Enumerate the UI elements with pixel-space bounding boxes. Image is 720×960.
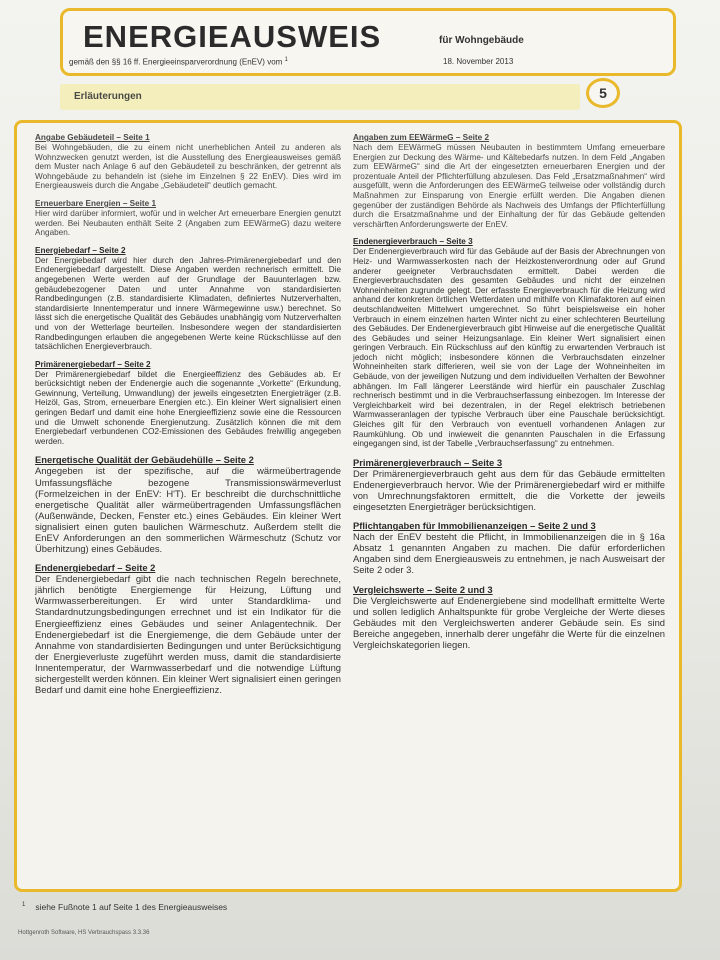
section-heading: Erneuerbare Energien – Seite 1: [35, 198, 157, 208]
section-body: Der Endenergiebedarf gibt die nach technischen Regeln berechnete, jährlich benötigte Energiemenge für Heizung, Lüftung und Warmwasserbereitungen. Er wird unter Standardklima- und Standardnutzungsbedingungen errechnet und ist ein Indikator für die Energieeffizienz eines Gebäudes und seiner Anlagentechnik. Der Endenergiebedarf ist die Energiemenge, die dem Gebäude unter der Annahme von standardisierten Bedingungen und unter Berücksichtigung der Energieverluste zugeführt werden muss, damit die standardisierte Innentemperatur, der Warmwasserbedarf und die notwendige Lüftung sichergestellt werden können. Ein kleiner Wert signalisiert einen geringen Bedarf und damit eine hohe Energieeffizienz.: [35, 573, 341, 696]
footnote-text: siehe Fußnote 1 auf Seite 1 des Energieausweises: [35, 902, 228, 912]
section-body: Der Primärenergieverbrauch geht aus dem für das Gebäude ermittelten Endenergieverbrauch hervor. Wie der Primärenergiebedarf wird er mithilfe von Umrechnungsfaktoren ermittelt, die die Vorkette der jeweils eingesetzten Energieträger berücksichtigen.: [353, 467, 665, 513]
section-energiebedarf: [35, 246, 341, 352]
section-vergleichswerte: [353, 584, 665, 650]
certificate-header: [60, 8, 676, 76]
section-body: Nach dem EEWärmeG müssen Neubauten in bestimmtem Umfang erneuerbare Energien zur Deckung des Wärme- und Kältebedarfs nutzen. In dem Feld „Angaben zum EEWärmeG“ sind die Art der eingesetzten erneuerbaren Energien und der prozentuale Anteil der Pflichterfüllung abzulesen. Das Feld „Ersatzmaßnahmen“ wird ausgefüllt, wenn die Anforderungen des EEWärmeG teilweise oder vollständig durch Maßnahmen zur Einsparung von Energie erfüllt werden. Die Angaben dienen gegenüber der zuständigen Behörde als Nachweis des Umfangs der Pflichterfüllung durch die Ersatzmaßnahme und der Einhaltung der für das Gebäude geltenden verschärften Anforderungswerte der EnEV.: [353, 143, 665, 229]
footnote-number: 1: [22, 902, 26, 909]
section-heading: Primärenergiebedarf – Seite 2: [35, 359, 151, 369]
section-heading: Primärenergieverbrauch – Seite 3: [353, 456, 503, 468]
section-body: Der Energiebedarf wird hier durch den Jahres-Primärenergiebedarf und den Endenergiebedarf dargestellt. Diese Angaben werden rechnerisch ermittelt. Die angegebenen Werte werden auf der Grundlage der Bauunterlagen bzw. gebäudebezogener Daten und unter Annahme von standardisierten Randbedingungen (z.B. standardisierte Klimadaten, definiertes Nutzerverhalten, standardisierte Innentemperatur und innere Wärmegewinne usw.) berechnet. So lässt sich die energetische Qualität des Gebäudes unabhängig vom Nutzerverhalten und von der Wetterlage beurteilen. Insbesondere wegen der standardisierten Randbedingungen erlauben die angegebenen Werte keine Rückschlüsse auf den tatsächlichen Energieverbrauch.: [35, 255, 341, 352]
section-body: Nach der EnEV besteht die Pflicht, in Immobilienanzeigen die in § 16a Absatz 1 genannten Angaben zu machen. Die dafür erforderlichen Angaben sind dem Energieausweis zu entnehmen, je nach Ausweisart der Seite 2 oder 3.: [353, 531, 665, 576]
footnote: [22, 902, 227, 912]
footnote-mark: 1: [284, 57, 288, 63]
section-bar: [60, 84, 580, 110]
page-number-badge: 5: [586, 78, 620, 108]
document-subtitle: für Wohngebäude: [439, 35, 524, 46]
section-gebaeudehuelle: [35, 454, 341, 554]
right-column: [353, 133, 665, 658]
section-heading: Angabe Gebäudeteil – Seite 1: [35, 133, 150, 142]
section-body: Die Vergleichswerte auf Endenergiebene sind modellhaft ermittelte Werte und sollen lediglich Anhaltspunkte für grobe Vergleiche der Werte dieses Gebäudes mit den Vergleichswerten anderer Gebäude sein. Es sind Bereiche angegeben, innerhalb derer ungefähr die Werte für die einzelnen Vergleichskategorien liegen.: [353, 594, 665, 650]
explanations-panel: [14, 120, 682, 892]
section-heading: Angaben zum EEWärmeG – Seite 2: [353, 133, 490, 142]
section-title: Erläuterungen: [74, 91, 142, 102]
section-heading: Pflichtangaben für Immobilienanzeigen – Seite 2 und 3: [353, 520, 596, 532]
software-credit: Hottgenroth Software, HS Verbrauchspass 3.3.36: [18, 930, 150, 936]
section-body: Der Primärenergiebedarf bildet die Energieeffizienz des Gebäudes ab. Er berücksichtigt neben der Endenergie auch die sogenannte „Vorkette“ (Erkundung, Gewinnung, Verteilung, Umwandlung) der jeweils eingesetzten Energieträger (z.B. Heizöl, Gas, Strom, erneuerbare Energien etc.). Ein kleiner Wert signalisiert einen geringen Bedarf und damit eine hohe Energieeffizienz sowie eine die Ressourcen und die Umwelt schonende Energienutzung. Zusätzlich können die mit dem Energiebedarf verbundenen CO2-Emissionen des Gebäudes freiwillig angegeben werden.: [35, 369, 341, 446]
section-heading: Energetische Qualität der Gebäudehülle – Seite 2: [35, 454, 254, 466]
section-primaerenergiebedarf: [35, 360, 341, 447]
section-pflichtangaben: [353, 520, 665, 575]
section-erneuerbare-energien: [35, 199, 341, 238]
document-title: ENERGIEAUSWEIS: [83, 19, 382, 54]
section-primaerenergieverbrauch: [353, 457, 665, 512]
section-endenergiebedarf: [35, 562, 341, 695]
section-endenergieverbrauch: [353, 237, 665, 448]
section-heading: Endenergieverbrauch – Seite 3: [353, 237, 473, 247]
section-heading: Endenergiebedarf – Seite 2: [35, 562, 156, 574]
section-body: Hier wird darüber informiert, wofür und in welcher Art erneuerbare Energien genutzt werden. Bei Neubauten enthält Seite 2 (Angaben zum EEWärmeG) dazu weitere Angaben.: [35, 208, 341, 238]
section-gebaeudeteil: [35, 133, 341, 191]
legal-basis-text: gemäß den §§ 16 ff. Energieeinsparverordnung (EnEV) vom: [69, 57, 283, 67]
section-eewaermeg: [353, 133, 665, 229]
section-heading: Energiebedarf – Seite 2: [35, 245, 126, 255]
legal-basis: [69, 57, 288, 67]
left-column: [35, 133, 341, 703]
section-heading: Vergleichswerte – Seite 2 und 3: [353, 583, 493, 595]
section-body: Der Endenergieverbrauch wird für das Gebäude auf der Basis der Abrechnungen von Heiz- und Warmwasserkosten nach der Heizkostenverordnung oder auf Grund anderer geeigneter Verbrauchsdaten ermittelt. Dabei werden die Energieverbrauchsdaten des gesamten Gebäudes und nicht der einzelnen Wohneinheiten zugrunde gelegt. Der erfasste Energieverbrauch für die Heizung wird anhand der konkreten örtlichen Wetterdaten und mithilfe von Klimafaktoren auf einen deutschlandweiten Mittelwert umgerechnet. So führt beispielsweise ein hoher Verbrauch in einem einzelnen harten Winter nicht zu einer schlechteren Beurteilung des Gebäudes. Der Endenergieverbrauch gibt Hinweise auf die energetische Qualität des Gebäudes und seiner Heizungsanlage. Ein kleiner Wert signalisiert einen geringen Verbrauch. Ein Rückschluss auf den künftig zu erwartenden Verbrauch ist jedoch nicht möglich; insbesondere können die Verbrauchsdaten einzelner Wohneinheiten stark differieren, weil sie von der Lage der Wohneinheiten im Gebäude, von der jeweiligen Nutzung und dem individuellen Verhalten der Bewohner abhängen. Im Fall längerer Leerstände wird hierfür ein pauschaler Zuschlag rechnerisch bestimmt und in die Verbrauchserfassung einbezogen. Im Interesse der Vergleichbarkeit wird bei dezentralen, in der Regel elektrisch betriebenen Warmwasseranlagen der typische Verbrauch über eine Pauschale berücksichtigt. Gleiches gilt für den Verbrauch von eventuell vorhandenen Anlagen zur Raumkühlung. Ob und inwieweit die genannten Pauschalen in die Erfassung eingegangen sind, ist der Tabelle „Verbrauchserfassung“ zu entnehmen.: [353, 247, 665, 449]
section-body: Angegeben ist der spezifische, auf die wärmeübertragende Umfassungsfläche bezogene Transmissionswärmeverlust (Formelzeichen in der EnEV: H'T). Er beschreibt die durchschnittliche energetische Qualität aller wärmeübertragenden Umfassungsflächen (Außenwände, Decken, Fenster etc.) eines Gebäudes. Ein kleiner Wert signalisiert einen guten baulichen Wärmeschutz. Außerdem stellt die EnEV Anforderungen an den sommerlichen Wärmeschutz (Schutz vor Überhitzung) eines Gebäudes.: [35, 465, 341, 555]
section-body: Bei Wohngebäuden, die zu einem nicht unerheblichen Anteil zu anderen als Wohnzwecken genutzt werden, ist die Ausstellung des Energieausweises gemäß dem Muster nach Anlage 6 auf den Gebäudeteil zu beschränken, der getrennt als Wohngebäude zu behandeln ist (siehe im Einzelnen § 22 EnEV). Dies wird im Energieausweis durch die Angabe „Gebäudeteil“ deutlich gemacht.: [35, 143, 341, 191]
regulation-date: 18. November 2013: [443, 57, 514, 66]
